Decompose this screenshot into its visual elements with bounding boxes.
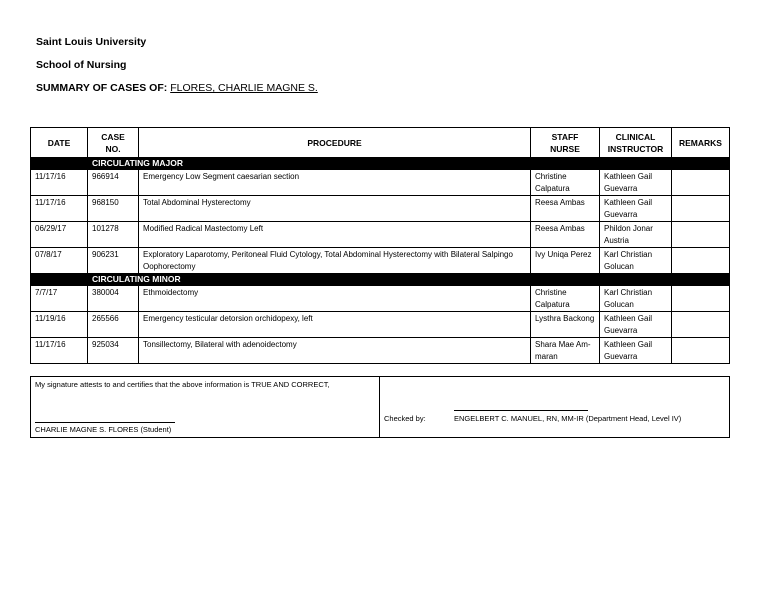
section-row <box>31 274 730 286</box>
head-signature-line <box>454 410 588 411</box>
cell-remarks <box>672 196 730 222</box>
table-row <box>31 312 730 338</box>
cell-case-no: 380004 <box>88 286 139 312</box>
summary-label: SUMMARY OF CASES OF: <box>36 82 168 94</box>
col-case-no: CASE NO. <box>88 128 139 158</box>
university-name: Saint Louis University <box>36 36 147 48</box>
cell-case-no: 265566 <box>88 312 139 338</box>
cell-procedure: Ethmoidectomy <box>139 286 531 312</box>
cell-staff-nurse: Ivy Uniqa Perez <box>531 248 600 274</box>
section-title: CIRCULATING MINOR <box>88 274 730 286</box>
signature-block <box>30 376 730 438</box>
cases-table <box>30 127 730 364</box>
student-signature-line <box>35 422 175 423</box>
cell-remarks <box>672 286 730 312</box>
cell-remarks <box>672 312 730 338</box>
cell-clinical-instructor: Phildon Jonar Austria <box>600 222 672 248</box>
cell-remarks <box>672 170 730 196</box>
cell-date: 11/17/16 <box>31 338 88 364</box>
cell-procedure: Exploratory Laparotomy, Peritoneal Fluid Cytology, Total Abdominal Hysterectomy with Bilateral Salpingo Oophorectomy <box>139 248 531 274</box>
col-clinical-instructor: CLINICAL INSTRUCTOR <box>600 128 672 158</box>
student-signatory: CHARLIE MAGNE S. FLORES (Student) <box>35 425 172 434</box>
cell-case-no: 906231 <box>88 248 139 274</box>
checker-cell <box>380 377 730 438</box>
cell-procedure: Tonsillectomy, Bilateral with adenoidectomy <box>139 338 531 364</box>
attestation-text: My signature attests to and certifies that the above information is TRUE AND CORRECT, <box>35 380 330 389</box>
cell-date: 11/17/16 <box>31 196 88 222</box>
summary-line <box>36 82 318 94</box>
cell-case-no: 101278 <box>88 222 139 248</box>
cell-staff-nurse: Reesa Ambas <box>531 196 600 222</box>
student-name: FLORES, CHARLIE MAGNE S. <box>170 82 318 94</box>
table-row <box>31 338 730 364</box>
cell-procedure: Emergency Low Segment caesarian section <box>139 170 531 196</box>
cell-procedure: Emergency testicular detorsion orchidopexy, left <box>139 312 531 338</box>
cell-case-no: 966914 <box>88 170 139 196</box>
cell-case-no: 925034 <box>88 338 139 364</box>
table-row <box>31 286 730 312</box>
cell-staff-nurse: Christine Calpatura <box>531 286 600 312</box>
col-staff-nurse: STAFF NURSE <box>531 128 600 158</box>
cell-staff-nurse: Lysthra Backong <box>531 312 600 338</box>
section-row <box>31 158 730 170</box>
cell-procedure: Modified Radical Mastectomy Left <box>139 222 531 248</box>
cell-staff-nurse: Christine Calpatura <box>531 170 600 196</box>
cell-clinical-instructor: Karl Christian Golucan <box>600 286 672 312</box>
cell-staff-nurse: Shara Mae Am-maran <box>531 338 600 364</box>
table-row <box>31 170 730 196</box>
cell-case-no: 968150 <box>88 196 139 222</box>
cell-date: 7/7/17 <box>31 286 88 312</box>
cell-date: 11/17/16 <box>31 170 88 196</box>
cell-clinical-instructor: Kathleen Gail Guevarra <box>600 338 672 364</box>
col-date: DATE <box>31 128 88 158</box>
cell-clinical-instructor: Kathleen Gail Guevarra <box>600 312 672 338</box>
cell-clinical-instructor: Kathleen Gail Guevarra <box>600 170 672 196</box>
head-signatory: ENGELBERT C. MANUEL, RN, MM-IR (Department Head, Level IV) <box>454 414 682 423</box>
cell-remarks <box>672 338 730 364</box>
table-row <box>31 248 730 274</box>
section-title: CIRCULATING MAJOR <box>88 158 730 170</box>
table-row <box>31 222 730 248</box>
checked-by-label: Checked by: <box>384 414 426 423</box>
cell-date: 11/19/16 <box>31 312 88 338</box>
table-header-row <box>31 128 730 158</box>
cell-date: 07/8/17 <box>31 248 88 274</box>
cell-clinical-instructor: Karl Christian Golucan <box>600 248 672 274</box>
cell-date: 06/29/17 <box>31 222 88 248</box>
cell-remarks <box>672 248 730 274</box>
cell-clinical-instructor: Kathleen Gail Guevarra <box>600 196 672 222</box>
cell-remarks <box>672 222 730 248</box>
school-name: School of Nursing <box>36 59 127 71</box>
col-remarks: REMARKS <box>672 128 730 158</box>
cell-staff-nurse: Reesa Ambas <box>531 222 600 248</box>
cell-procedure: Total Abdominal Hysterectomy <box>139 196 531 222</box>
col-procedure: PROCEDURE <box>139 128 531 158</box>
table-row <box>31 196 730 222</box>
student-attestation-cell <box>31 377 380 438</box>
